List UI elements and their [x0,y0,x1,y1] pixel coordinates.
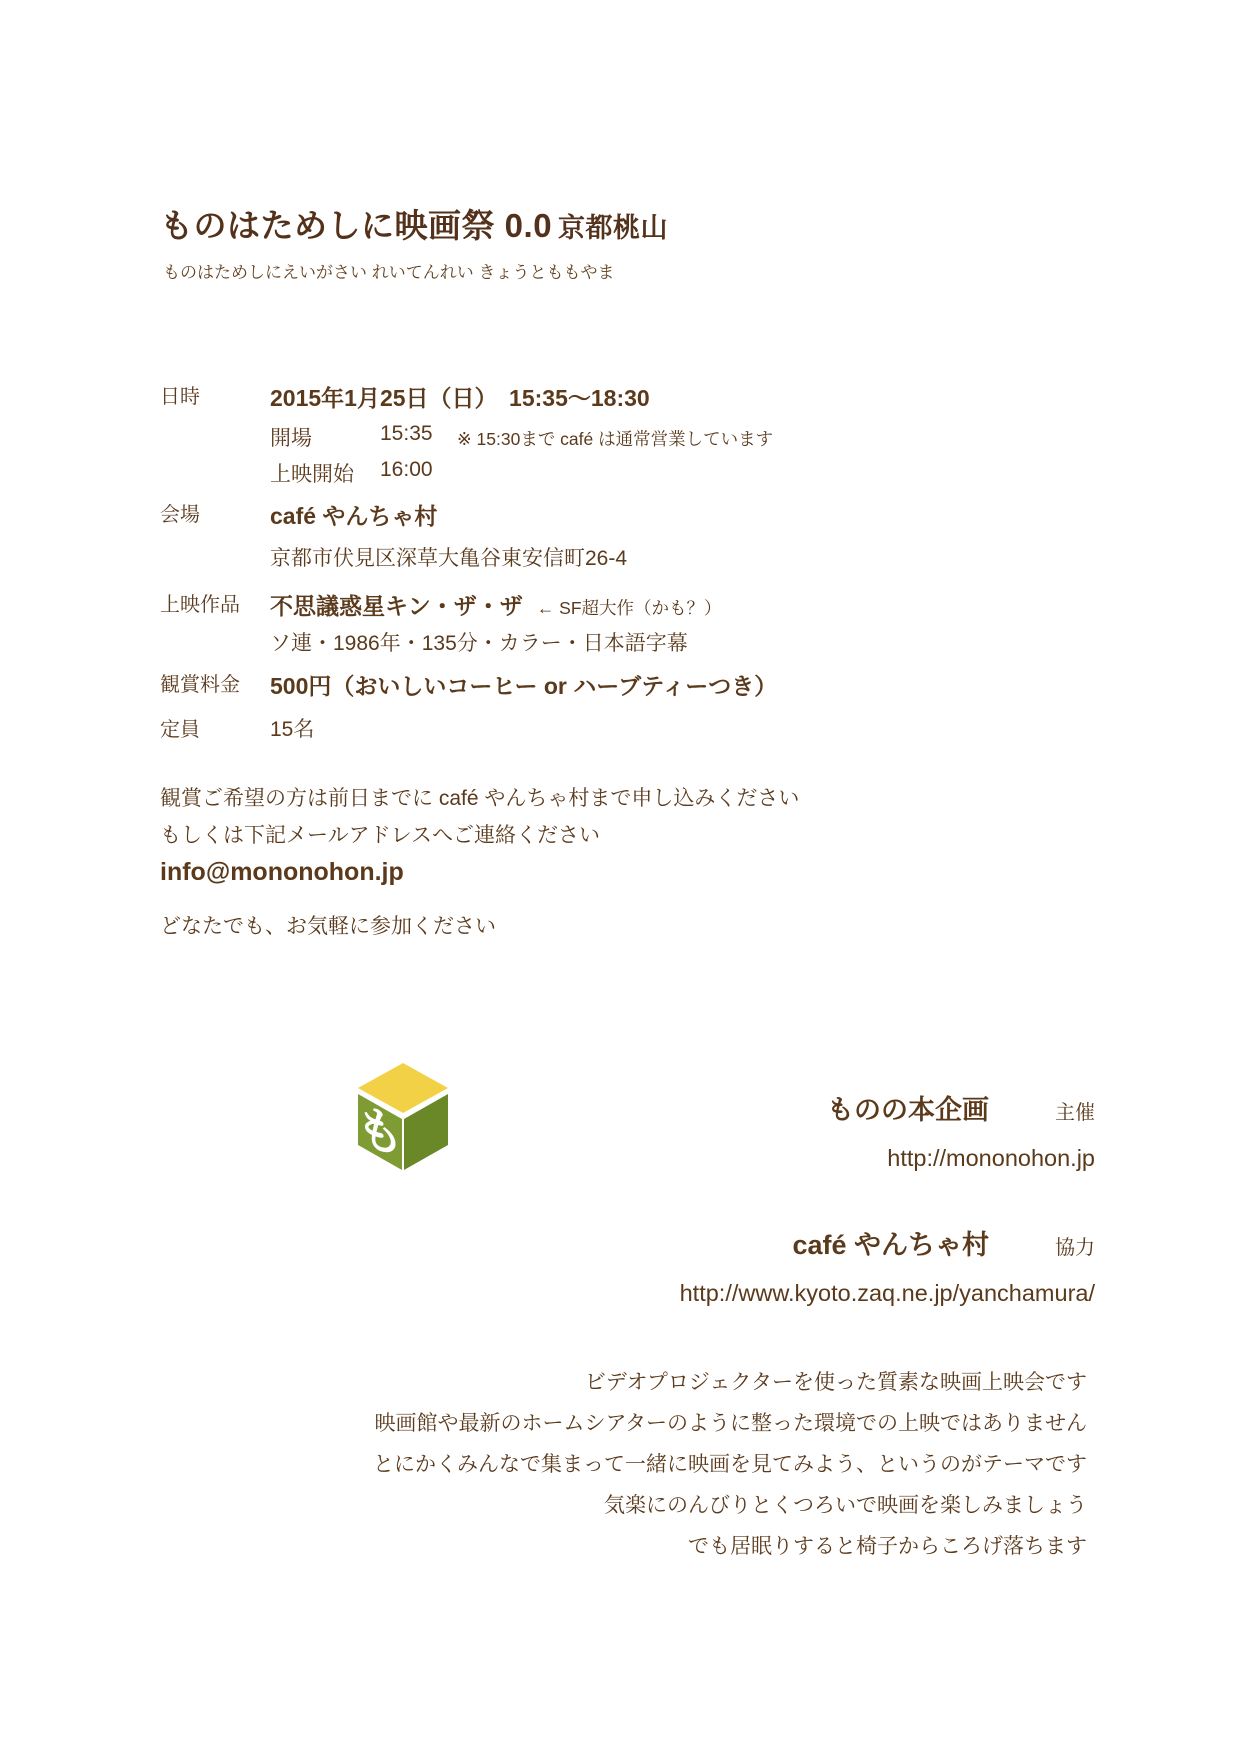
welcome-line: どなたでも、お気軽に参加ください [160,915,496,938]
film-title-line [270,588,722,621]
mononohon-cube-logo-icon [357,1062,449,1171]
capacity-label: 定員 [160,719,200,741]
film-note: ← SF超大作（かも？） [536,598,722,618]
fee-label: 観賞料金 [160,674,240,696]
contact-email[interactable]: info@mononohon.jp [160,858,404,886]
page-title-main: ものはためしに映画祭 0.0 [160,207,553,244]
application-line-2: もしくは下記メールアドレスへご連絡ください [160,824,600,847]
datetime-label: 日時 [160,386,200,408]
description-line: でも居眠りすると椅子からころげ落ちます [688,1535,1087,1558]
fee-value: 500円（おいしいコーヒー or ハーブティーつき） [270,673,778,699]
application-line-1: 観賞ご希望の方は前日までに café やんちゃ村まで申し込みください [160,787,800,810]
description-line: とにかくみんなで集まって一緒に映画を見てみよう、というのがテーマです [373,1453,1087,1476]
capacity-value: 15名 [270,718,315,741]
film-label: 上映作品 [160,594,240,616]
doors-open-time: 15:35 [380,422,433,445]
venue-address: 京都市伏見区深草大亀谷東安信町26-4 [270,547,628,570]
doors-open-label: 開場 [270,427,312,450]
cube-logo-character: も [357,1099,405,1165]
organizer-role: 主催 [1055,1102,1095,1124]
cooperator-url[interactable]: http://www.kyoto.zaq.ne.jp/yanchamura/ [679,1280,1095,1306]
page-title [160,200,668,247]
cooperator-name: café やんちゃ村 [792,1230,989,1260]
page-title-location: 京都桃山 [558,213,669,243]
page-subtitle-kana: ものはためしにえいがさい れいてんれい きょうとももやま [163,263,615,282]
film-title: 不思議惑星キン・ザ・ザ [270,593,523,619]
screening-start-time: 16:00 [380,458,433,481]
screening-start-label: 上映開始 [270,463,354,486]
cooperator-role: 協力 [1055,1237,1095,1259]
doors-open-note: ※ 15:30まで café は通常営業しています [457,429,774,449]
event-description [373,1362,1087,1567]
credits-spacer [680,1181,1095,1225]
description-line: 映画館や最新のホームシアターのように整った環境での上映ではありません [374,1412,1087,1435]
credits-block [680,1090,1095,1316]
description-line: ビデオプロジェクターを使った質素な映画上映会です [584,1371,1087,1394]
datetime-value: 2015年1月25日（日） 15:35～18:30 [270,385,650,411]
organizer-url[interactable]: http://mononohon.jp [887,1145,1095,1171]
cooperator-row [680,1225,1095,1270]
description-line: 気楽にのんびりとくつろいで映画を楽しみましょう [604,1494,1087,1517]
film-specs: ソ連・1986年・135分・カラー・日本語字幕 [270,632,688,655]
organizer-row [680,1090,1095,1135]
application-instructions [160,780,799,854]
venue-label: 会場 [160,504,200,526]
organizer-name: ものの本企画 [827,1095,989,1125]
venue-name: café やんちゃ村 [270,503,438,529]
